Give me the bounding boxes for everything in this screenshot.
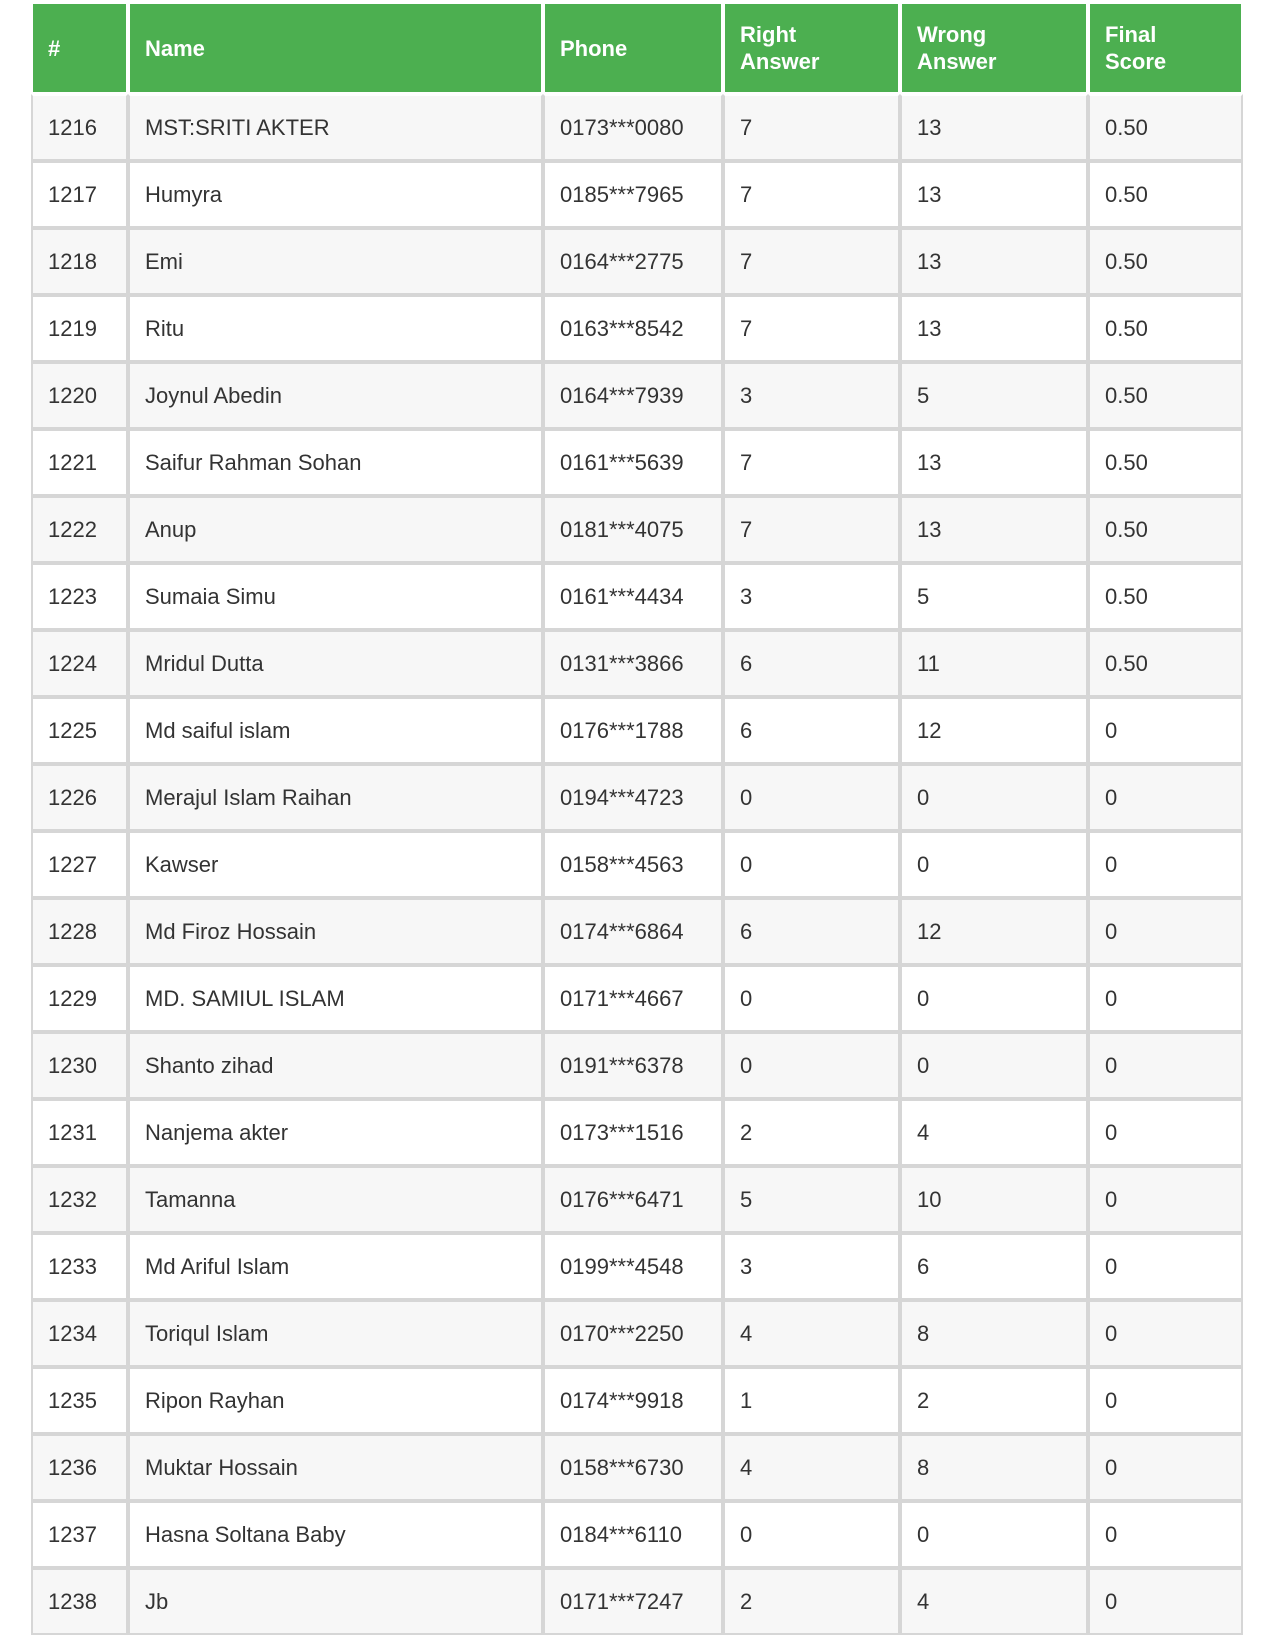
cell-name: Jb: [128, 1568, 543, 1635]
cell-wrong-answer: 2: [900, 1367, 1088, 1434]
cell-wrong-answer: 8: [900, 1300, 1088, 1367]
cell-right-answer: 7: [723, 496, 900, 563]
cell-name: Hasna Soltana Baby: [128, 1501, 543, 1568]
cell-phone: 0194***4723: [543, 764, 723, 831]
cell-number: 1231: [31, 1099, 128, 1166]
cell-wrong-answer: 0: [900, 1501, 1088, 1568]
cell-final-score: 0.50: [1088, 496, 1243, 563]
table-row: [31, 1300, 1243, 1367]
cell-number: 1225: [31, 697, 128, 764]
cell-right-answer: 7: [723, 94, 900, 161]
cell-right-answer: 2: [723, 1568, 900, 1635]
cell-final-score: 0.50: [1088, 630, 1243, 697]
cell-wrong-answer: 4: [900, 1099, 1088, 1166]
cell-right-answer: 2: [723, 1099, 900, 1166]
cell-final-score: 0: [1088, 1501, 1243, 1568]
cell-name: MST:SRITI AKTER: [128, 94, 543, 161]
column-header-wrong-answer: [900, 2, 1088, 94]
cell-phone: 0131***3866: [543, 630, 723, 697]
cell-final-score: 0.50: [1088, 563, 1243, 630]
cell-phone: 0185***7965: [543, 161, 723, 228]
cell-number: 1224: [31, 630, 128, 697]
cell-phone: 0174***6864: [543, 898, 723, 965]
cell-wrong-answer: 5: [900, 362, 1088, 429]
cell-number: 1228: [31, 898, 128, 965]
cell-number: 1232: [31, 1166, 128, 1233]
cell-final-score: 0: [1088, 1166, 1243, 1233]
cell-phone: 0191***6378: [543, 1032, 723, 1099]
column-header-label: Final Score: [1105, 22, 1167, 74]
cell-wrong-answer: 0: [900, 1032, 1088, 1099]
cell-name: Md saiful islam: [128, 697, 543, 764]
column-header-label: #: [48, 35, 61, 61]
table-row: [31, 161, 1243, 228]
cell-final-score: 0: [1088, 697, 1243, 764]
cell-number: 1223: [31, 563, 128, 630]
cell-final-score: 0.50: [1088, 94, 1243, 161]
cell-name: Humyra: [128, 161, 543, 228]
cell-wrong-answer: 13: [900, 161, 1088, 228]
cell-phone: 0173***0080: [543, 94, 723, 161]
cell-phone: 0171***4667: [543, 965, 723, 1032]
table-row: [31, 362, 1243, 429]
cell-name: Toriqul Islam: [128, 1300, 543, 1367]
cell-name: MD. SAMIUL ISLAM: [128, 965, 543, 1032]
cell-right-answer: 0: [723, 1501, 900, 1568]
cell-right-answer: 7: [723, 228, 900, 295]
cell-right-answer: 1: [723, 1367, 900, 1434]
cell-name: Joynul Abedin: [128, 362, 543, 429]
cell-phone: 0161***4434: [543, 563, 723, 630]
cell-number: 1233: [31, 1233, 128, 1300]
column-header-final-score: [1088, 2, 1243, 94]
cell-right-answer: 0: [723, 831, 900, 898]
cell-right-answer: 6: [723, 697, 900, 764]
cell-name: Merajul Islam Raihan: [128, 764, 543, 831]
column-header-number: [31, 2, 128, 94]
cell-wrong-answer: 0: [900, 764, 1088, 831]
cell-final-score: 0: [1088, 831, 1243, 898]
cell-number: 1221: [31, 429, 128, 496]
table-row: [31, 1166, 1243, 1233]
cell-number: 1230: [31, 1032, 128, 1099]
table-row: [31, 563, 1243, 630]
cell-right-answer: 0: [723, 965, 900, 1032]
table-row: [31, 630, 1243, 697]
cell-final-score: 0.50: [1088, 362, 1243, 429]
cell-final-score: 0: [1088, 1367, 1243, 1434]
cell-final-score: 0: [1088, 1300, 1243, 1367]
table-row: [31, 965, 1243, 1032]
cell-name: Nanjema akter: [128, 1099, 543, 1166]
column-header-label: Right Answer: [740, 22, 820, 74]
table-row: [31, 764, 1243, 831]
cell-phone: 0171***7247: [543, 1568, 723, 1635]
column-header-right-answer: [723, 2, 900, 94]
cell-number: 1236: [31, 1434, 128, 1501]
table-row: [31, 1233, 1243, 1300]
cell-number: 1237: [31, 1501, 128, 1568]
cell-wrong-answer: 11: [900, 630, 1088, 697]
cell-right-answer: 4: [723, 1300, 900, 1367]
cell-number: 1234: [31, 1300, 128, 1367]
table-row: [31, 1099, 1243, 1166]
cell-phone: 0176***1788: [543, 697, 723, 764]
cell-final-score: 0.50: [1088, 228, 1243, 295]
cell-wrong-answer: 12: [900, 697, 1088, 764]
column-header-phone: [543, 2, 723, 94]
column-header-label: Wrong Answer: [917, 22, 997, 74]
cell-phone: 0158***4563: [543, 831, 723, 898]
cell-right-answer: 5: [723, 1166, 900, 1233]
cell-right-answer: 6: [723, 898, 900, 965]
cell-right-answer: 7: [723, 295, 900, 362]
cell-name: Saifur Rahman Sohan: [128, 429, 543, 496]
table-row: [31, 1568, 1243, 1635]
table-row: [31, 697, 1243, 764]
column-header-name: [128, 2, 543, 94]
cell-name: Anup: [128, 496, 543, 563]
cell-right-answer: 3: [723, 1233, 900, 1300]
cell-right-answer: 0: [723, 1032, 900, 1099]
cell-name: Emi: [128, 228, 543, 295]
cell-wrong-answer: 12: [900, 898, 1088, 965]
cell-name: Md Firoz Hossain: [128, 898, 543, 965]
cell-final-score: 0.50: [1088, 161, 1243, 228]
table-row: [31, 1434, 1243, 1501]
cell-name: Ritu: [128, 295, 543, 362]
cell-final-score: 0: [1088, 898, 1243, 965]
cell-number: 1220: [31, 362, 128, 429]
cell-name: Muktar Hossain: [128, 1434, 543, 1501]
cell-name: Sumaia Simu: [128, 563, 543, 630]
cell-wrong-answer: 13: [900, 94, 1088, 161]
cell-final-score: 0: [1088, 1233, 1243, 1300]
cell-wrong-answer: 5: [900, 563, 1088, 630]
cell-name: Mridul Dutta: [128, 630, 543, 697]
cell-wrong-answer: 13: [900, 496, 1088, 563]
table-header: [31, 2, 1243, 94]
cell-final-score: 0: [1088, 1099, 1243, 1166]
cell-phone: 0163***8542: [543, 295, 723, 362]
table-row: [31, 496, 1243, 563]
cell-name: Ripon Rayhan: [128, 1367, 543, 1434]
cell-wrong-answer: 10: [900, 1166, 1088, 1233]
cell-phone: 0176***6471: [543, 1166, 723, 1233]
cell-phone: 0161***5639: [543, 429, 723, 496]
cell-final-score: 0: [1088, 1568, 1243, 1635]
table-body: [31, 94, 1243, 1635]
cell-number: 1226: [31, 764, 128, 831]
cell-wrong-answer: 0: [900, 965, 1088, 1032]
cell-phone: 0174***9918: [543, 1367, 723, 1434]
cell-phone: 0184***6110: [543, 1501, 723, 1568]
table-row: [31, 228, 1243, 295]
cell-right-answer: 4: [723, 1434, 900, 1501]
cell-number: 1217: [31, 161, 128, 228]
cell-phone: 0173***1516: [543, 1099, 723, 1166]
cell-final-score: 0: [1088, 965, 1243, 1032]
cell-wrong-answer: 0: [900, 831, 1088, 898]
cell-phone: 0158***6730: [543, 1434, 723, 1501]
cell-wrong-answer: 13: [900, 228, 1088, 295]
cell-right-answer: 6: [723, 630, 900, 697]
cell-name: Kawser: [128, 831, 543, 898]
cell-wrong-answer: 13: [900, 429, 1088, 496]
cell-number: 1235: [31, 1367, 128, 1434]
cell-phone: 0164***7939: [543, 362, 723, 429]
table-row: [31, 295, 1243, 362]
cell-final-score: 0.50: [1088, 429, 1243, 496]
cell-phone: 0181***4075: [543, 496, 723, 563]
header-row: [31, 2, 1243, 94]
cell-number: 1222: [31, 496, 128, 563]
table-row: [31, 94, 1243, 161]
table-row: [31, 429, 1243, 496]
table-row: [31, 1501, 1243, 1568]
table-row: [31, 1032, 1243, 1099]
cell-wrong-answer: 8: [900, 1434, 1088, 1501]
cell-phone: 0170***2250: [543, 1300, 723, 1367]
cell-wrong-answer: 4: [900, 1568, 1088, 1635]
cell-right-answer: 7: [723, 429, 900, 496]
cell-number: 1238: [31, 1568, 128, 1635]
cell-name: Tamanna: [128, 1166, 543, 1233]
cell-number: 1218: [31, 228, 128, 295]
table-row: [31, 898, 1243, 965]
cell-final-score: 0: [1088, 1434, 1243, 1501]
cell-right-answer: 3: [723, 362, 900, 429]
table-row: [31, 831, 1243, 898]
results-table: [31, 2, 1243, 1635]
cell-wrong-answer: 6: [900, 1233, 1088, 1300]
cell-right-answer: 0: [723, 764, 900, 831]
table-row: [31, 1367, 1243, 1434]
cell-number: 1219: [31, 295, 128, 362]
cell-wrong-answer: 13: [900, 295, 1088, 362]
cell-number: 1229: [31, 965, 128, 1032]
cell-final-score: 0: [1088, 764, 1243, 831]
cell-phone: 0164***2775: [543, 228, 723, 295]
cell-number: 1227: [31, 831, 128, 898]
cell-name: Md Ariful Islam: [128, 1233, 543, 1300]
column-header-label: Phone: [560, 35, 628, 61]
cell-right-answer: 3: [723, 563, 900, 630]
column-header-label: Name: [145, 35, 205, 61]
cell-name: Shanto zihad: [128, 1032, 543, 1099]
cell-number: 1216: [31, 94, 128, 161]
cell-right-answer: 7: [723, 161, 900, 228]
cell-final-score: 0: [1088, 1032, 1243, 1099]
cell-final-score: 0.50: [1088, 295, 1243, 362]
cell-phone: 0199***4548: [543, 1233, 723, 1300]
